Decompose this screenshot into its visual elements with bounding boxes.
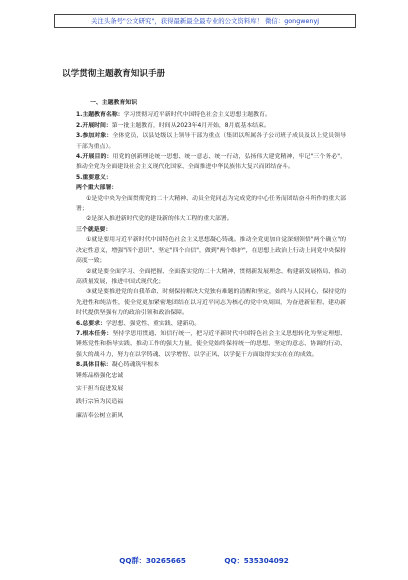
list-item: ①就是要用习近平新时代中国特色社会主义思想凝心铸魂。推动全党更加自觉深刻领悟"两个确立"的决定性意义，增强"四个意识"、坚定"四个自信"，做到"两个维护"，在思想上政治上行动上同党中央保持高度一致； xyxy=(76,237,346,265)
list-item: ②是深入推进新时代党的建设新的伟大工程的重大部署。 xyxy=(86,216,233,223)
item-7 xyxy=(76,329,346,360)
item-label: 8.具体目标： xyxy=(76,362,112,369)
item-1 xyxy=(76,110,346,120)
top-banner: 关注头条号"公文研究"，获得最新最全最专业的公文资料库！ 微信：gongwenyj xyxy=(54,14,356,28)
qq-number: QQ：535304092 xyxy=(224,556,289,565)
item-3 xyxy=(76,131,346,152)
list-item: ①是党中央为全面贯彻党的二十大精神、动员全党同志为完成党的中心任务而团结奋斗所作的重大部署； xyxy=(76,195,346,213)
item-text: 用党的创新理论统一思想、统一意志、统一行动，弘扬伟大建党精神，牢记"三个务必"，推动全党为全面建设社会主义现代化国家、全面推进中华民族伟大复兴而团结奋斗。 xyxy=(76,154,346,171)
list-item: ③就是要推进党的自我革命、时刻保持解决大党独有难题的清醒和坚定，始终与人民同心，保持党的先进性和纯洁性，使全党更加紧密地团结在以习近平同志为核心的党中央周围，为奋进新征程、建功新时代提供坚强有力的政治引领和政治保障。 xyxy=(76,289,346,317)
page-title: 以学贯彻主题教育知识手册 xyxy=(62,69,166,79)
item-text: 凝心铸魂筑牢根本 xyxy=(111,362,159,369)
footer-contact xyxy=(0,556,408,566)
qq-group: QQ群：30265665 xyxy=(119,556,186,565)
item-label: 4.开展目的： xyxy=(76,154,113,161)
three-requirements-label: 三个就是要： xyxy=(76,226,112,233)
item-text: 全体党员，以县处级以上领导干部为重点（集团以所属各子公司班子成员及以上党员领导干部为重点）。 xyxy=(76,133,346,150)
item-label: 2.开展时间： xyxy=(76,122,112,129)
item-2 xyxy=(76,121,346,131)
list-item: ②就是要全面学习、全面把握、全面落实党的二十大精神，贯彻新发展理念、构建新发展格局、推动高质量发展，推进中国式现代化； xyxy=(76,268,346,285)
item-label: 3.参加对象： xyxy=(76,133,113,140)
item-text: 坚持学思用贯通、知信行统一，把习近平新时代中国特色社会主义思想转化为坚定理想、锤炼党性和指导实践、推动工作的强大力量，使全党始终保持统一的思想、坚定的意志、协调的行动、强大的战斗力，努力在以学铸魂、以学增智、以学正风、以学促干方面取得实实在在的成效。 xyxy=(76,330,346,358)
goal-item: 锤炼品格强化忠诚 xyxy=(76,372,124,379)
item-5-label: 5.重要意义： xyxy=(76,174,112,181)
item-6 xyxy=(76,319,346,329)
goal-item: 廉洁奉公树立新风 xyxy=(76,412,124,419)
item-label: 1.主题教育名称： xyxy=(76,112,124,119)
document-body xyxy=(76,98,346,424)
goal-item: 践行宗旨为民造福 xyxy=(76,399,124,406)
goal-item: 实干担当促进发展 xyxy=(76,385,124,392)
item-text: 第一批主题教育，时间从2023年4月开始，8月底基本结束。 xyxy=(111,122,270,129)
item-label: 6.总要求： xyxy=(76,320,106,327)
item-4 xyxy=(76,152,346,173)
two-deployments-label: 两个重大部署： xyxy=(76,185,118,192)
item-text: 学思想、强党性、重实践、建新功。 xyxy=(105,320,201,327)
item-text: 学习贯彻习近平新时代中国特色社会主义思想主题教育。 xyxy=(123,112,271,119)
item-8 xyxy=(76,360,346,370)
section-heading: 一、主题教育知识 xyxy=(90,100,138,106)
item-label: 7.根本任务： xyxy=(76,330,113,337)
